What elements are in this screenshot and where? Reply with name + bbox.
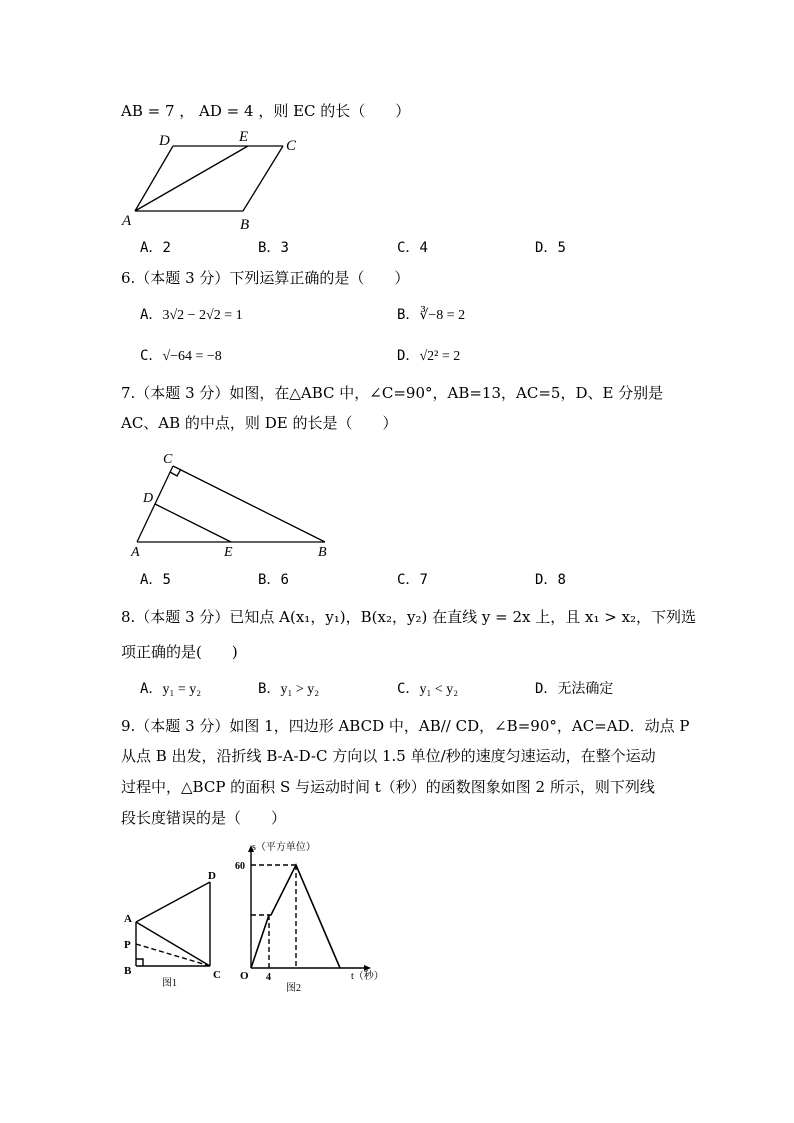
q7-option-b[interactable]: B．6 [258, 572, 289, 588]
q6-stem: 6.（本题 3 分）下列运算正确的是（ ） [121, 269, 410, 287]
q7-triangle-figure [125, 448, 340, 560]
q8-option-a[interactable]: A．y₁ = y₂ [140, 681, 202, 697]
q5-label-b: B [240, 217, 250, 233]
q8-option-b[interactable]: B．y₁ > y₂ [258, 681, 320, 697]
q5-option-b[interactable]: B．3 [258, 240, 289, 256]
q8-option-d[interactable]: D．无法确定 [535, 681, 614, 697]
q9-fig2-yaxis-label: s（平方单位） [252, 842, 316, 853]
q7-label-b: B [318, 545, 327, 560]
q5-parallelogram-figure [115, 128, 315, 234]
q7-option-d[interactable]: D．8 [535, 572, 566, 588]
q5-option-a[interactable]: A．2 [140, 240, 171, 256]
q6-option-b[interactable]: B．∛−8 = 2 [397, 307, 466, 323]
q9-stem-line1: 9.（本题 3 分）如图 1，四边形 ABCD 中，AB// CD，∠B=90°，AC=AD．动点 P [121, 717, 690, 735]
q5-label-e: E [239, 129, 249, 145]
q9-fig1-label-c: C [213, 969, 221, 981]
q9-fig1-label-d: D [208, 870, 216, 882]
q7-label-e: E [224, 545, 233, 560]
q7-stem-line1: 7.（本题 3 分）如图，在△ABC 中，∠C=90°，AB=13，AC=5，D、E 分别是 [121, 384, 664, 402]
q8-option-c[interactable]: C．y₁ < y₂ [397, 681, 459, 697]
q7-label-a: A [131, 545, 140, 560]
q9-fig1-caption: 图1 [162, 978, 177, 989]
q7-stem-line2: AC、AB 的中点，则 DE 的长是（ ） [121, 414, 398, 432]
q9-figure-1 [118, 862, 230, 992]
q6-option-d[interactable]: D．√2² = 2 [397, 348, 461, 364]
q9-stem-line2: 从点 B 出发，沿折线 B-A-D-C 方向以 1.5 单位/秒的速度匀速运动，在整个运动 [121, 747, 656, 765]
q9-fig2-origin: O [240, 970, 249, 982]
q6-option-c[interactable]: C．√−64 = −8 [140, 348, 222, 364]
q9-stem-line3: 过程中，△BCP 的面积 S 与运动时间 t（秒）的函数图象如图 2 所示，则下列线 [121, 778, 655, 796]
q9-figure-2 [228, 838, 388, 996]
q5-option-d[interactable]: D．5 [535, 240, 566, 256]
q5-option-c[interactable]: C．4 [397, 240, 428, 256]
q8-stem-line2: 项正确的是( ) [121, 643, 238, 661]
q9-fig2-xtick: 4 [266, 972, 271, 983]
q9-fig2-ytick: 60 [235, 861, 245, 872]
q5-stem-tail: AB = 7 ， AD = 4 ，则 EC 的长（ ） [121, 102, 411, 120]
q5-label-d: D [159, 133, 170, 149]
q9-fig1-label-a: A [124, 913, 132, 925]
q7-label-d: D [143, 491, 154, 506]
q8-stem-line1: 8.（本题 3 分）已知点 A(x₁，y₁)，B(x₂，y₂) 在直线 y = 2x 上，且 x₁ > x₂，下列选 [121, 608, 697, 626]
q9-fig1-label-p: P [124, 939, 131, 951]
q9-fig2-caption: 图2 [286, 983, 301, 994]
q9-fig2-xaxis-label: t（秒） [351, 971, 384, 982]
q6-option-a[interactable]: A．3√2 − 2√2 = 1 [140, 307, 243, 323]
q7-label-c: C [163, 452, 173, 467]
q7-option-c[interactable]: C．7 [397, 572, 428, 588]
q5-label-c: C [286, 138, 297, 154]
q9-fig1-label-b: B [124, 965, 132, 977]
q7-option-a[interactable]: A．5 [140, 572, 171, 588]
q9-stem-line4: 段长度错误的是（ ） [121, 809, 287, 827]
q5-label-a: A [122, 213, 132, 229]
